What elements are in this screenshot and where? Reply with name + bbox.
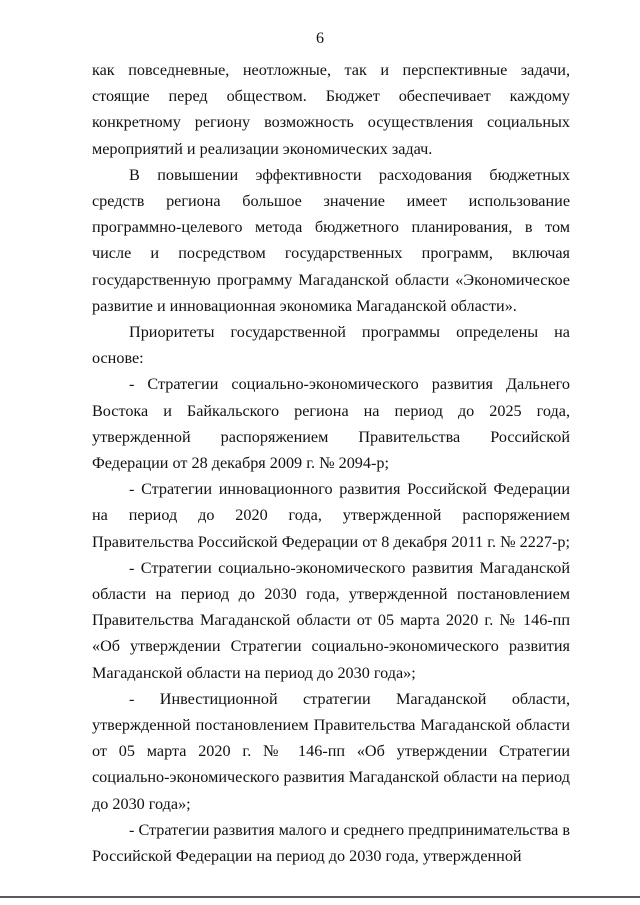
page-number: 6 [316,30,324,47]
list-item-magadan-strategy: - Стратегии социально-экономического развития Магаданской области на период до 2030 года, утвержденной постановлением Правительства Магаданской области от 05 марта 2020 г. № 146-пп «Об утверждении Стратегии социально-экономического развития Магаданской области на период до 2030 года»; [92,558,570,682]
list-item-far-east-strategy: - Стратегии социально-экономического развития Дальнего Востока и Байкальского региона на период до 2025 года, утвержденной распоряжением Правительства Российской Федерации от 28 декабря 2009 г. № 2094-р; [92,375,570,473]
list-item-innovation-strategy: - Стратегии инновационного развития Российской Федерации на период до 2020 года, утвержденной распоряжением Правительства Российской Федерации от 8 декабря 2011 г. № 2227-р; [92,480,570,551]
paragraph-priorities-intro: Приоритеты государственной программы определены на основе: [92,323,570,368]
paragraph-budget-tasks: как повседневные, неотложные, так и перспективные задачи, стоящие перед обществом. Бюджет обеспечивает каждому конкретному региону возможность осуществления социальных мероприятий и реализации экономических задач. [92,61,570,158]
paragraph-program-target-method: В повышении эффективности расходования бюджетных средств региона большое значение имеет использование программно-целевого метода бюджетного планирования, в том числе и посредством государственных программ, включая государственную программу Магаданской области «Экономическое развитие и инновационная экономика Магаданской области». [92,165,570,315]
page-bottom-edge [0,896,640,898]
list-item-small-business-strategy: - Стратегии развития малого и среднего предпринимательства в Российской Федерации на период до 2030 года, утвержденной [92,820,570,866]
list-item-investment-strategy: - Инвестиционной стратегии Магаданской области, утвержденной постановлением Правительства Магаданской области от 05 марта 2020 г. № 146-пп «Об утверждении Стратегии социально-экономического развития Магаданской области на период до 2030 года»; [92,689,570,813]
document-body [92,57,570,869]
